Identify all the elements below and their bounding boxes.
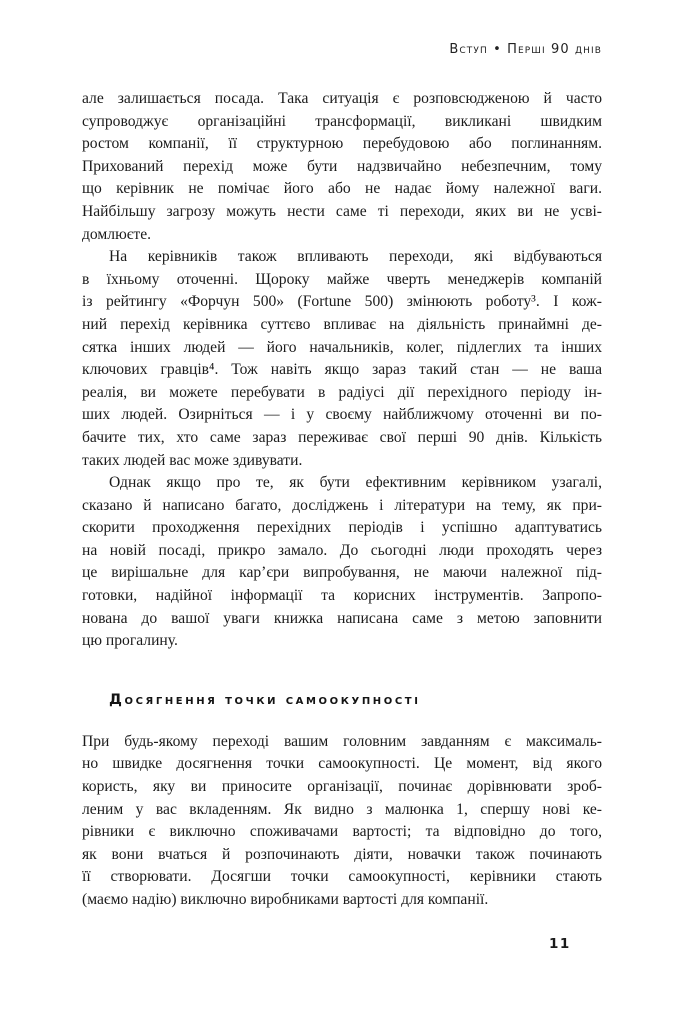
paragraph-4 — [82, 731, 602, 912]
text-line: нована до вашої уваги книжка написана саме з метою заповнити — [82, 609, 602, 627]
text-line: користь, яку ви приносите організації, починає дорівнювати зроб- — [82, 778, 602, 796]
text-line: ний перехід керівника суттєво впливає на діяльність принаймні де- — [82, 315, 602, 333]
text-line: На керівників також впливають переходи, які відбуваються — [109, 248, 602, 266]
text-line: таких людей вас може здивувати. — [82, 451, 303, 469]
text-line: із рейтингу «Форчун 500» (Fortune 500) змінюють роботу³. І кож- — [82, 293, 602, 311]
text-line: (маємо надію) виключно виробниками вартості для компанії. — [82, 891, 489, 908]
text-line: готовки, надійної інформації та корисних інструментів. Запропо- — [82, 587, 602, 605]
text-line: на новій посаді, прикро замало. До сьогодні люди проходять через — [82, 541, 602, 559]
text-line: рівники є виключно споживачами вартості; та відповідно до того, — [82, 823, 602, 841]
text-line: що керівник не помічає його або не надає йому належної ваги. — [82, 180, 602, 198]
text-line: ших людей. Озирніться — і у своєму найближчому оточенні ви по- — [82, 406, 602, 424]
text-line: але залишається посада. Така ситуація є розповсюдженою й часто — [82, 90, 602, 107]
text-line: сятка інших людей — його начальників, колег, підлеглих та інших — [82, 338, 602, 356]
text-line: реалія, ви можете перебувати в радіусі дії перехідного періоду ін- — [82, 383, 602, 401]
paragraph-1 — [82, 88, 602, 246]
text-line: в їхньому оточенні. Щороку майже чверть менеджерів компаній — [82, 270, 602, 288]
text-line: Прихований перехід може бути надзвичайно небезпечним, тому — [82, 157, 602, 175]
text-line: Найбільшу загрозу можуть нести саме ті переходи, яких ви не усві- — [82, 202, 602, 220]
paragraph-3 — [82, 472, 602, 653]
paragraph-2 — [82, 246, 602, 472]
text-line: Однак якщо про те, як бути ефективним керівником узагалі, — [109, 474, 602, 492]
section-heading: Досягнення точки самоокупності — [109, 691, 421, 708]
running-head: Вступ • Перші 90 днів — [449, 42, 602, 57]
text-line: це вирішальне для кар’єри випробування, не маючи належної під- — [82, 564, 602, 582]
text-line: сказано й написано багато, досліджень і літератури на тему, як при- — [82, 496, 602, 514]
text-line: бачите тих, хто саме зараз переживає свої перші 90 днів. Кількість — [82, 428, 602, 446]
text-line: цю прогалину. — [82, 632, 178, 650]
page-number: 11 — [549, 936, 571, 952]
text-line: но швидке досягнення точки самоокупності. Це момент, від якого — [82, 755, 602, 773]
text-line: супроводжує організаційні трансформації, викликані швидким — [82, 112, 602, 130]
text-line: її створювати. Досягши точки самоокупності, керівники стають — [82, 868, 602, 886]
text-line: скорити проходження перехідних періодів і успішно адаптуватись — [82, 519, 602, 537]
page-body — [82, 88, 602, 912]
text-line: леним у вас вкладенням. Як видно з малюнка 1, спершу нові ке- — [82, 800, 602, 818]
text-line: При будь-якому переході вашим головним завданням є максималь- — [82, 732, 602, 750]
text-line: ростом компанії, її структурною перебудовою або поглинанням. — [82, 135, 602, 153]
text-line: домлюєте. — [82, 225, 152, 243]
text-line: ключових гравців⁴. Тож навіть якщо зараз такий стан — не ваша — [82, 361, 602, 379]
text-line: як вони вчаться й розпочинають діяти, новачки також починають — [82, 845, 602, 863]
